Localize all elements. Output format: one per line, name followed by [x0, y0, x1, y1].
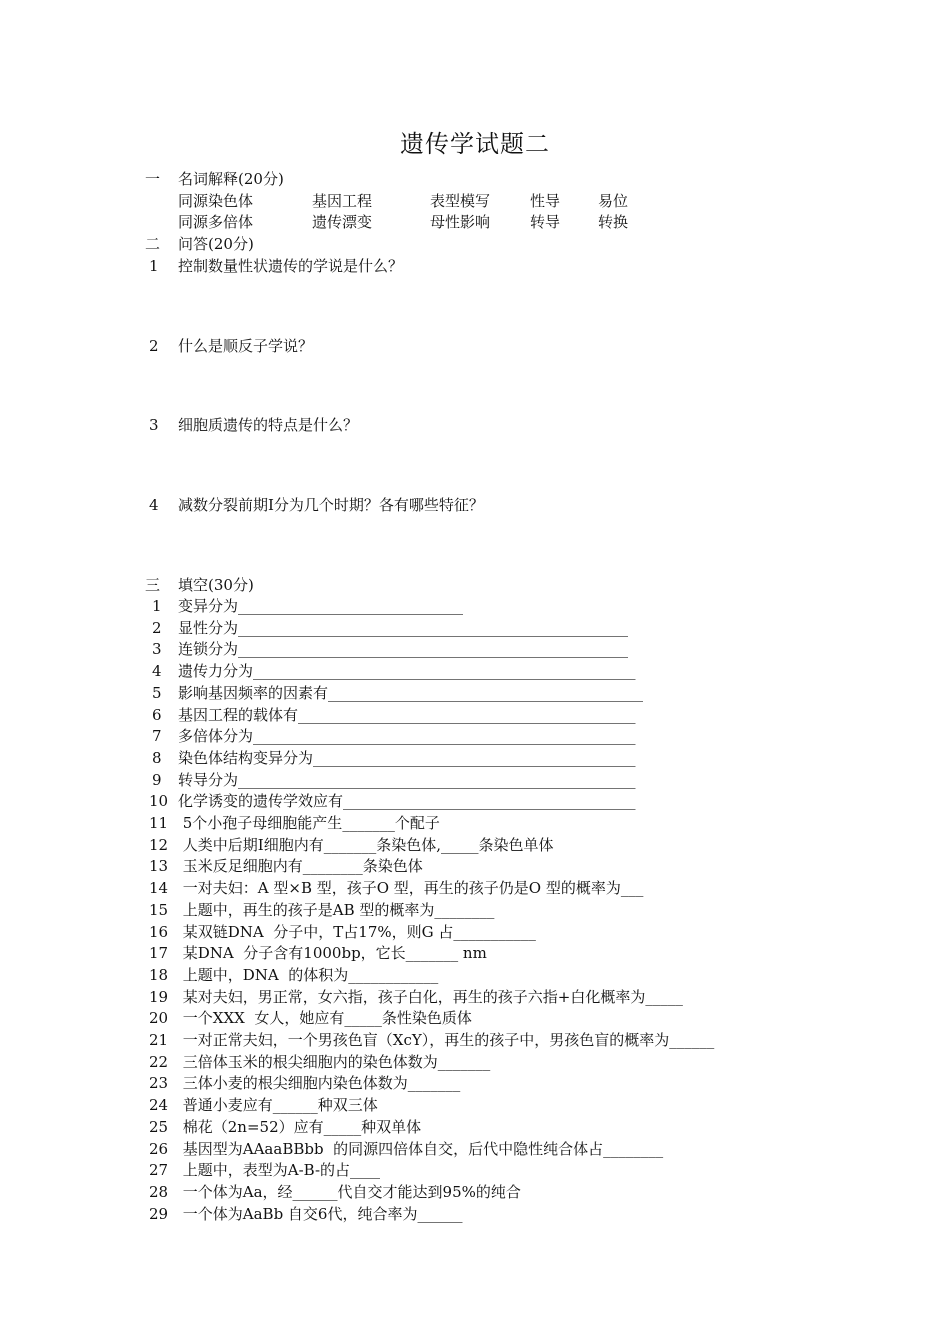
fill-in-number: 13 [149, 857, 169, 875]
fill-in-number: 12 [149, 836, 169, 854]
term: 基因工程 [312, 192, 373, 210]
fill-in-number: 8 [152, 749, 162, 767]
fill-in-number: 21 [149, 1031, 169, 1049]
fill-in-text: 转导分为_____________________________________________________ [178, 771, 636, 789]
section-2-title: 问答(20分) [178, 235, 254, 253]
term: 转换 [598, 213, 629, 231]
term: 母性影响 [430, 213, 491, 231]
fill-in-number: 18 [149, 966, 169, 984]
fill-in-text: 人类中后期Ⅰ细胞内有_______条染色体,_____条染色单体 [178, 836, 554, 854]
fill-in-text: 三体小麦的根尖细胞内染色体数为_______ [178, 1074, 461, 1092]
question-text: 减数分裂前期Ⅰ分为几个时期？各有哪些特征？ [178, 496, 484, 514]
fill-in-number: 9 [152, 771, 162, 789]
fill-in-text: 一对夫妇：A 型×B 型，孩子O 型，再生的孩子仍是O 型的概率为___ [178, 879, 644, 897]
section-1-number: 一 [145, 170, 161, 188]
question-number: 1 [149, 257, 159, 275]
fill-in-number: 15 [149, 901, 169, 919]
fill-in-number: 25 [149, 1118, 169, 1136]
fill-in-text: 一对正常夫妇，一个男孩色盲（XcY），再生的孩子中，男孩色盲的概率为______ [178, 1031, 715, 1049]
question-text: 细胞质遗传的特点是什么？ [178, 416, 359, 434]
fill-in-number: 19 [149, 988, 169, 1006]
fill-in-text: 多倍体分为___________________________________________________ [178, 727, 636, 745]
fill-in-number: 17 [149, 944, 169, 962]
question-number: 2 [149, 337, 159, 355]
fill-in-text: 上题中，表型为A-B-的占____ [178, 1161, 381, 1179]
fill-in-text: 5个小孢子母细胞能产生_______个配子 [178, 814, 440, 832]
question-text: 控制数量性状遗传的学说是什么？ [178, 257, 404, 275]
question [145, 336, 314, 396]
term: 同源多倍体 [178, 213, 254, 231]
section-2-number: 二 [145, 235, 161, 253]
fill-in-text: 上题中，再生的孩子是AB 型的概率为________ [178, 901, 495, 919]
fill-in-text: 玉米反足细胞内有________条染色体 [178, 857, 423, 875]
fill-in-number: 27 [149, 1161, 169, 1179]
fill-in-text: 显性分为____________________________________________________ [178, 619, 629, 637]
fill-in-text: 一个体为AaBb 自交6代，纯合率为______ [178, 1205, 463, 1223]
section-3-number: 三 [145, 576, 161, 594]
fill-in-number: 7 [152, 727, 162, 745]
page-title: 遗传学试题二 [400, 130, 550, 158]
term: 易位 [598, 192, 629, 210]
fill-in-text: 棉花（2n=52）应有_____种双单体 [178, 1118, 422, 1136]
fill-in-number: 29 [149, 1205, 169, 1223]
term: 同源染色体 [178, 192, 254, 210]
fill-in-text: 遗传力分为___________________________________________________ [178, 662, 636, 680]
question-number: 3 [149, 416, 159, 434]
term: 转导 [530, 213, 561, 231]
fill-in-text: 一个体为Aa，经______代自交才能达到95%的纯合 [178, 1183, 521, 1201]
fill-in-number: 11 [149, 814, 169, 832]
fill-in-text: 基因工程的载体有_____________________________________________ [178, 706, 636, 724]
section-1-title: 名词解释(20分) [178, 170, 284, 188]
question-number: 4 [149, 496, 159, 514]
fill-in-number: 26 [149, 1140, 169, 1158]
fill-in-text: 化学诱变的遗传学效应有_______________________________________ [178, 792, 636, 810]
term: 表型模写 [430, 192, 491, 210]
fill-in-number: 20 [149, 1009, 169, 1027]
fill-in-text: 影响基因频率的因素有__________________________________________ [178, 684, 644, 702]
fill-in-number: 5 [152, 684, 162, 702]
section-3-title: 填空(30分) [178, 576, 254, 594]
fill-in-number: 1 [152, 597, 162, 615]
term: 遗传漂变 [312, 213, 373, 231]
question-text: 什么是顺反子学说？ [178, 337, 314, 355]
fill-in-number: 23 [149, 1074, 169, 1092]
fill-in-text: 某双链DNA 分子中，T占17%，则G 占___________ [178, 923, 536, 941]
fill-in-text: 某对夫妇，男正常，女六指，孩子白化，再生的孩子六指+白化概率为_____ [178, 988, 683, 1006]
fill-in-text: 连锁分为____________________________________________________ [178, 640, 629, 658]
fill-in-text: 基因型为AAaaBBbb 的同源四倍体自交，后代中隐性纯合体占________ [178, 1140, 664, 1158]
term: 性导 [530, 192, 561, 210]
fill-in-number: 22 [149, 1053, 169, 1071]
fill-in-text: 变异分为______________________________ [178, 597, 464, 615]
fill-in-text: 普通小麦应有______种双三体 [178, 1096, 378, 1114]
question [145, 415, 359, 475]
fill-in-text: 染色体结构变异分为___________________________________________ [178, 749, 636, 767]
question [145, 256, 404, 316]
fill-in-number: 10 [149, 792, 169, 810]
fill-in-number: 28 [149, 1183, 169, 1201]
fill-in-text: 三倍体玉米的根尖细胞内的染色体数为_______ [178, 1053, 491, 1071]
fill-in-text: 某DNA 分子含有1000bp，它长_______ nm [178, 944, 487, 962]
fill-in-number: 3 [152, 640, 162, 658]
fill-in-number: 4 [152, 662, 162, 680]
fill-in-number: 14 [149, 879, 169, 897]
fill-in-text: 上题中，DNA 的体积为____________ [178, 966, 439, 984]
question [145, 495, 484, 555]
fill-in-number: 6 [152, 706, 162, 724]
fill-in-number: 2 [152, 619, 162, 637]
fill-in-text: 一个XXX 女人，她应有_____条性染色质体 [178, 1009, 472, 1027]
fill-in-number: 24 [149, 1096, 169, 1114]
fill-in-number: 16 [149, 923, 169, 941]
